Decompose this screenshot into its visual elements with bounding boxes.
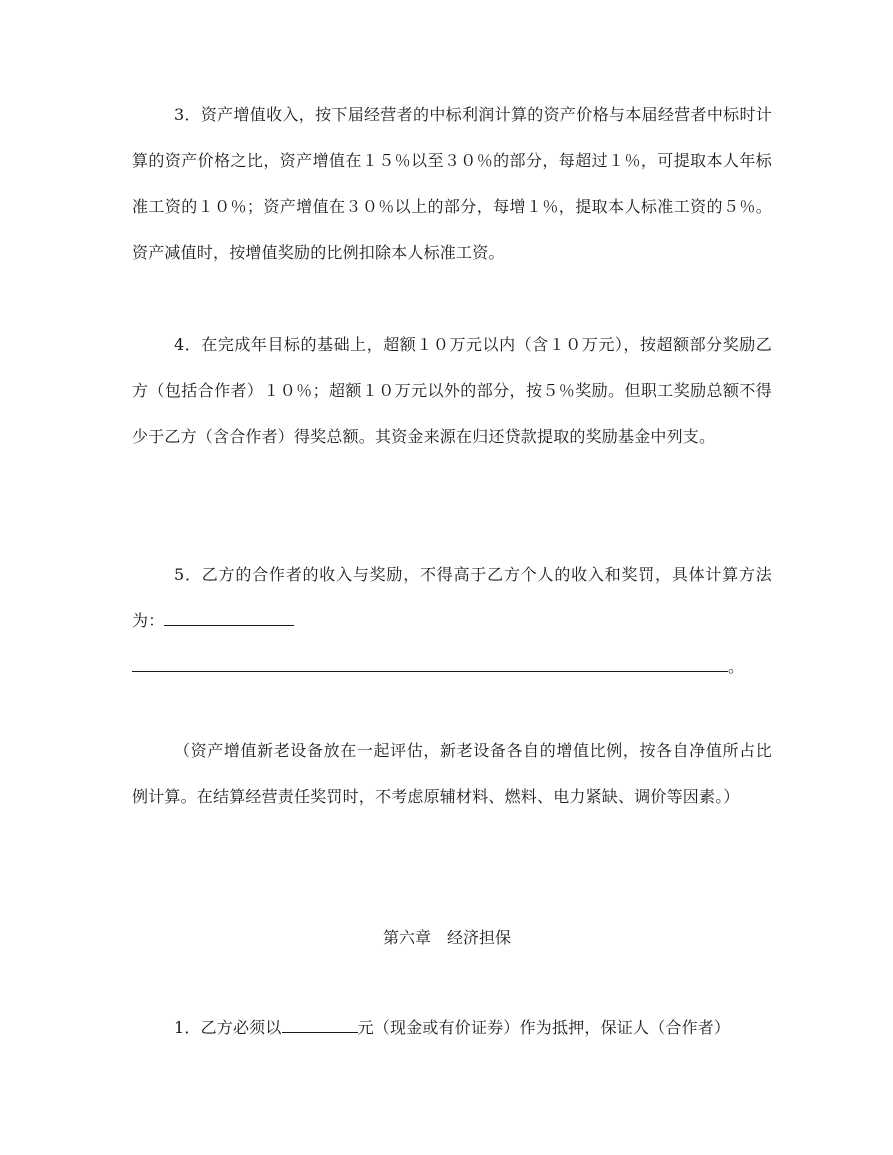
paragraph-excess-reward: 4．在完成年目标的基础上，超额１０万元以内（含１０万元），按超额部分奖励乙方（包括合作者）１０％；超额１０万元以外的部分，按５％奖励。但职工奖励总额不得少于乙方（含合作者）得奖总额。其资金来源在归还贷款提取的奖励基金中列支。 — [132, 335, 772, 446]
paragraph-asset-appreciation: 3．资产增值收入，按下届经营者的中标利润计算的资产价格与本届经营者中标时计算的资产价格之比，资产增值在１５％以至３０％的部分，每超过１％，可提取本人年标准工资的１０％；资产增值在３０％以上的部分，每增１％，提取本人标准工资的５％。资产减值时，按增值奖励的比例扣除本人标准工资。 — [132, 105, 772, 262]
guarantee-clause-suffix: 元（现金或有价证券）作为抵押，保证人（合作者） — [357, 1018, 731, 1037]
blank-guarantee-amount — [282, 1018, 358, 1033]
paragraph-cooperator-income-text: 5．乙方的合作者的收入与奖励，不得高于乙方个人的收入和奖罚，具体计算方法为： — [132, 565, 772, 630]
blank-calculation-method-line — [132, 657, 728, 672]
paragraph-guarantee-clause — [132, 1005, 772, 1051]
paragraph-cooperator-income — [132, 552, 772, 644]
blank-line-continuation — [132, 644, 772, 690]
guarantee-clause-prefix: 1．乙方必须以 — [174, 1018, 282, 1037]
chapter-title: 第六章 经济担保 — [382, 928, 511, 947]
paragraph-note: （资产增值新老设备放在一起评估，新老设备各自的增值比例，按各自净值所占比例计算。在结算经营责任奖罚时，不考虑原辅材料、燃料、电力紧缺、调价等因素。） — [132, 741, 772, 806]
blank-calculation-method — [164, 611, 294, 626]
blank-line-end-mark: 。 — [728, 657, 745, 676]
